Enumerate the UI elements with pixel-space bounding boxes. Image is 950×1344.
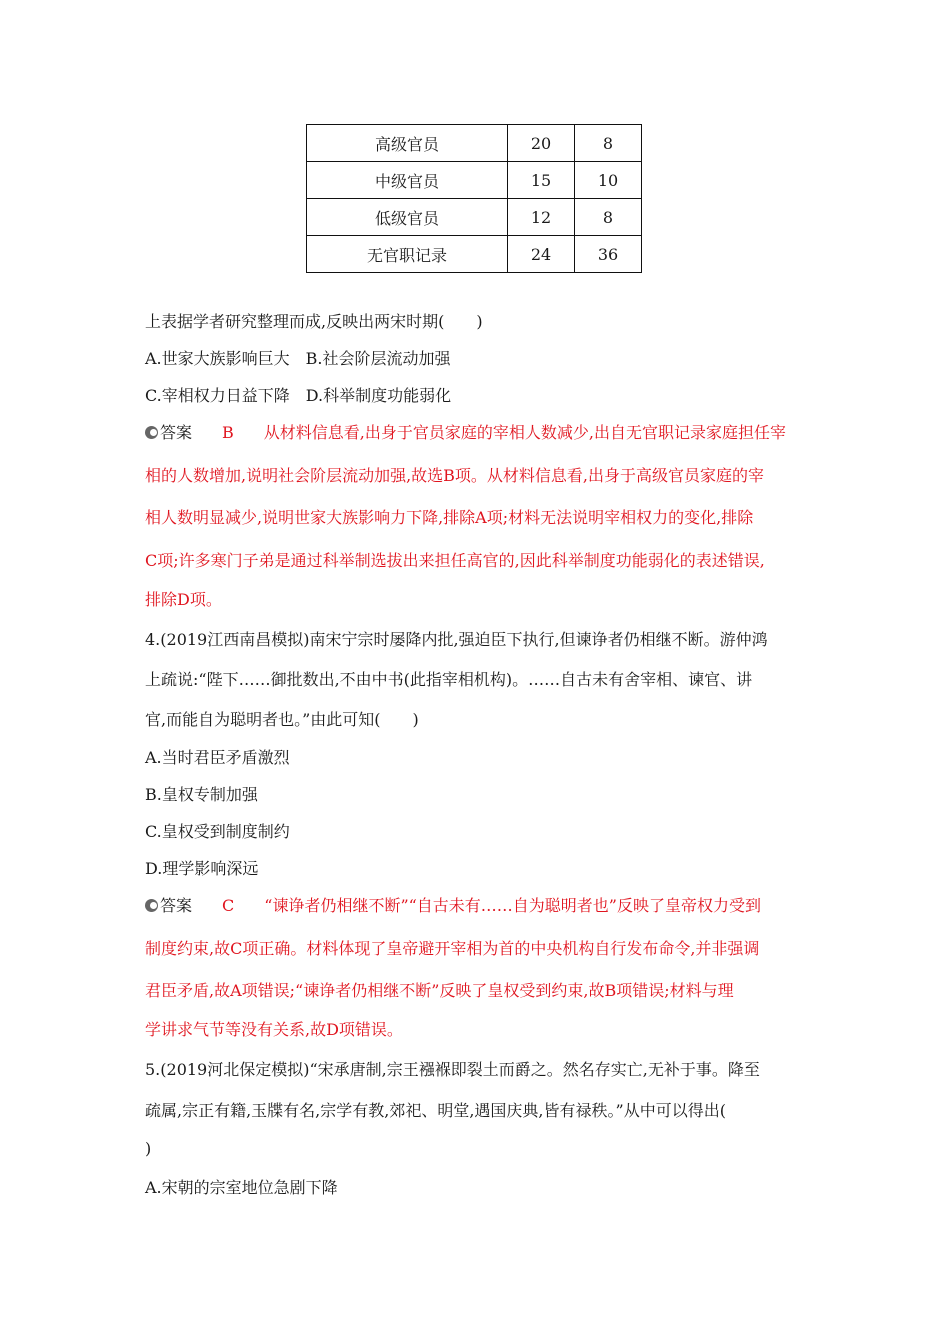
data-table xyxy=(306,124,642,273)
q3-stem: 上表据学者研究整理而成,反映出两宋时期( ) xyxy=(145,312,483,331)
explanation-line: C项;许多寒门子弟是通过科举制选拔出来担任高官的,因此科举制度功能弱化的表述错误, xyxy=(145,551,765,570)
q4-option: A.当时君臣矛盾激烈 xyxy=(145,748,290,767)
table-cell: 8 xyxy=(575,199,642,236)
table-cell: 8 xyxy=(575,125,642,162)
answer-icon xyxy=(145,426,158,439)
q5-stem-line: ) xyxy=(145,1139,152,1158)
explanation-line: 从材料信息看,出身于官员家庭的宰相人数减少,出自无官职记录家庭担任宰 xyxy=(263,423,786,442)
table-cell: 10 xyxy=(575,162,642,199)
explanation-line: 君臣矛盾,故A项错误;“谏诤者仍相继不断”反映了皇权受到约束,故B项错误;材料与理 xyxy=(145,981,734,1000)
explanation-line: 学讲求气节等没有关系,故D项错误。 xyxy=(145,1020,403,1039)
table-cell: 无官职记录 xyxy=(307,236,508,273)
answer-label: 答案 xyxy=(160,423,193,442)
q4-option: B.皇权专制加强 xyxy=(145,785,258,804)
answer-letter: B xyxy=(222,423,234,442)
table-row xyxy=(307,125,642,162)
q5-option: A.宋朝的宗室地位急剧下降 xyxy=(145,1178,338,1197)
table-cell: 24 xyxy=(508,236,575,273)
table-row xyxy=(307,162,642,199)
answer-label: 答案 xyxy=(160,896,193,915)
q4-option: C.皇权受到制度制约 xyxy=(145,822,290,841)
explanation-line: 制度约束,故C项正确。材料体现了皇帝避开宰相为首的中央机构自行发布命令,并非强调 xyxy=(145,939,760,958)
q5-stem-line: 5.(2019河北保定模拟)“宋承唐制,宗王襁褓即裂土而爵之。然名存实亡,无补于事。降至 xyxy=(145,1060,760,1079)
answer-letter: C xyxy=(222,896,235,915)
q4-option: D.理学影响深远 xyxy=(145,859,259,878)
table-row xyxy=(307,199,642,236)
explanation-line: 相人数明显减少,说明世家大族影响力下降,排除A项;材料无法说明宰相权力的变化,排除 xyxy=(145,508,754,527)
q3-options-cd: C.宰相权力日益下降 D.科举制度功能弱化 xyxy=(145,386,452,405)
q3-options-ab: A.世家大族影响巨大 B.社会阶层流动加强 xyxy=(145,349,451,368)
table-cell: 36 xyxy=(575,236,642,273)
table-cell: 高级官员 xyxy=(307,125,508,162)
table-cell: 20 xyxy=(508,125,575,162)
table-cell: 12 xyxy=(508,199,575,236)
explanation-line: 排除D项。 xyxy=(145,590,222,609)
table-cell: 低级官员 xyxy=(307,199,508,236)
table-cell: 15 xyxy=(508,162,575,199)
q4-stem-line: 官,而能自为聪明者也。”由此可知( ) xyxy=(145,710,419,729)
explanation-line: “谏诤者仍相继不断”“自古未有……自为聪明者也”反映了皇帝权力受到 xyxy=(264,896,761,915)
q4-stem-line: 4.(2019江西南昌模拟)南宋宁宗时屡降内批,强迫臣下执行,但谏诤者仍相继不断。游仲鸿 xyxy=(145,630,768,649)
q3-answer-line xyxy=(145,423,786,443)
table-cell: 中级官员 xyxy=(307,162,508,199)
table-row xyxy=(307,236,642,273)
q4-stem-line: 上疏说:“陛下……御批数出,不由中书(此指宰相机构)。……自古未有舍宰相、谏官、讲 xyxy=(145,670,753,689)
answer-icon xyxy=(145,899,158,912)
explanation-line: 相的人数增加,说明社会阶层流动加强,故选B项。从材料信息看,出身于高级官员家庭的宰 xyxy=(145,466,765,485)
q5-stem-line: 疏属,宗正有籍,玉牒有名,宗学有教,郊祀、明堂,遇国庆典,皆有禄秩。”从中可以得出( xyxy=(145,1101,726,1120)
q4-answer-line xyxy=(145,896,761,916)
